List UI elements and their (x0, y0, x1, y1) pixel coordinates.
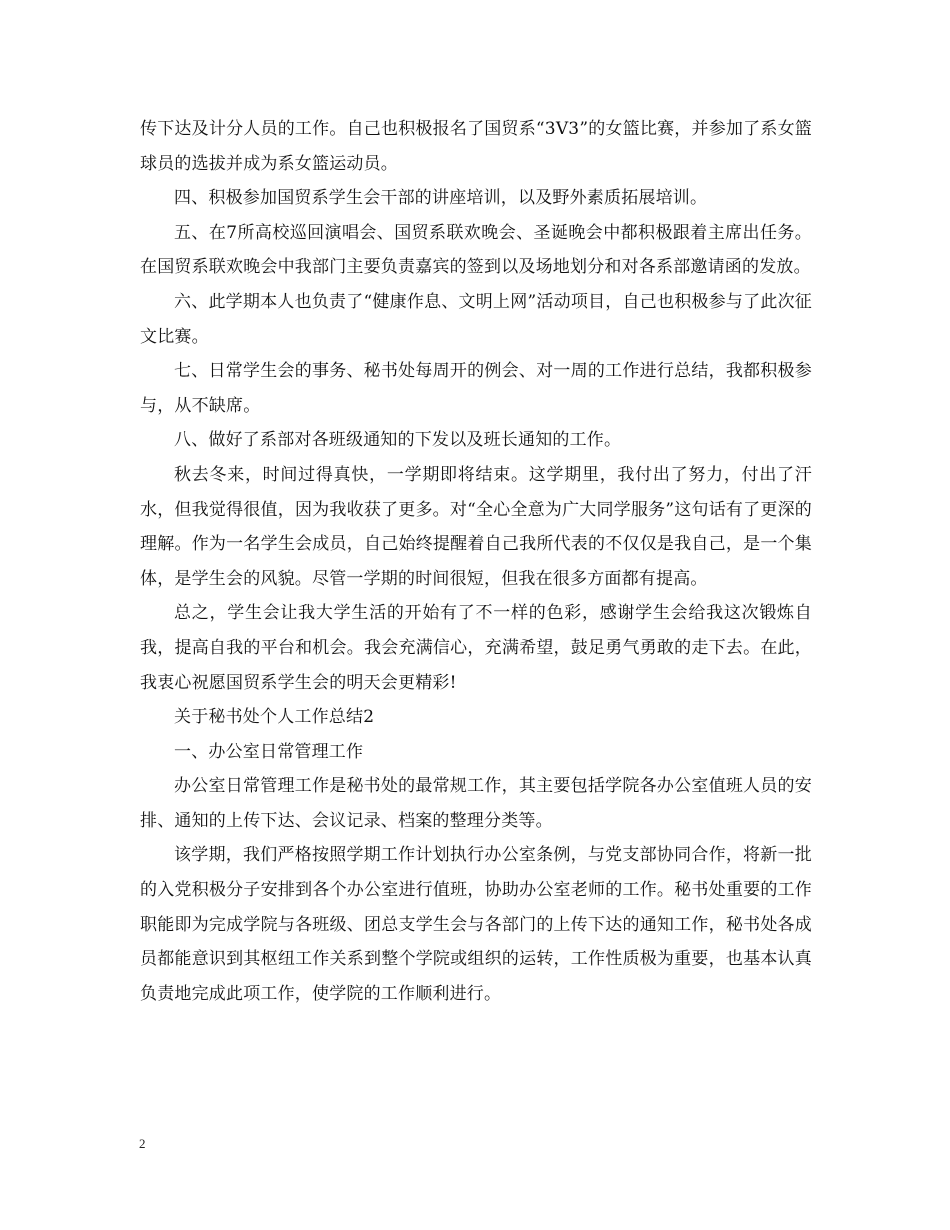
paragraph: 八、做好了系部对各班级通知的下发以及班长通知的工作。 (174, 430, 622, 451)
section-heading: 一、办公室日常管理工作 (174, 741, 364, 762)
paragraph: 四、积极参加国贸系学生会干部的讲座培训，以及野外素质拓展培训。 (174, 188, 708, 209)
paragraph: 总之，学生会让我大学生活的开始有了不一样的色彩，感谢学生会给我这次锻炼自我，提高自我的平台和机会。我会充满信心，充满希望，鼓足勇气勇敢的走下去。在此，我衷心祝愿国贸系学生会的明天会更精彩! (140, 603, 812, 693)
paragraph: 传下达及计分人员的工作。自己也积极报名了国贸系“3V3”的女篮比赛，并参加了系女篮球员的选拔并成为系女篮运动员。 (140, 119, 812, 174)
section-title: 关于秘书处个人工作总结2 (174, 707, 375, 728)
paragraph: 五、在7所高校巡回演唱会、国贸系联欢晚会、圣诞晚会中都积极跟着主席出任务。在国贸系联欢晚会中我部门主要负责嘉宾的签到以及场地划分和对各系部邀请函的发放。 (140, 222, 812, 278)
page-number: 2 (139, 1136, 146, 1151)
paragraph: 六、此学期本人也负责了“健康作息、文明上网”活动项目，自己也积极参与了此次征文比赛。 (140, 291, 812, 347)
paragraph: 七、日常学生会的事务、秘书处每周开的例会、对一周的工作进行总结，我都积极参与，从不缺席。 (140, 361, 812, 416)
paragraph: 办公室日常管理工作是秘书处的最常规工作，其主要包括学院各办公室值班人员的安排、通知的上传下达、会议记录、档案的整理分类等。 (140, 776, 812, 831)
paragraph: 秋去冬来，时间过得真快，一学期即将结束。这学期里，我付出了努力，付出了汗水，但我觉得很值，因为我收获了更多。对“全心全意为广大同学服务”这句话有了更深的理解。作为一名学生会成员，自己始终提醒着自己我所代表的不仅仅是我自己，是一个集体，是学生会的风貌。尽管一学期的时间很短，但我在很多方面都有提高。 (140, 464, 812, 589)
document-body (140, 112, 812, 1011)
paragraph: 该学期，我们严格按照学期工作计划执行办公室条例，与党支部协同合作，将新一批的入党积极分子安排到各个办公室进行值班，协助办公室老师的工作。秘书处重要的工作职能即为完成学院与各班级、团总支学生会与各部门的上传下达的通知工作，秘书处各成员都能意识到其枢纽工作关系到整个学院或组织的运转，工作性质极为重要，也基本认真负责地完成此项工作，使学院的工作顺利进行。 (140, 845, 812, 1004)
